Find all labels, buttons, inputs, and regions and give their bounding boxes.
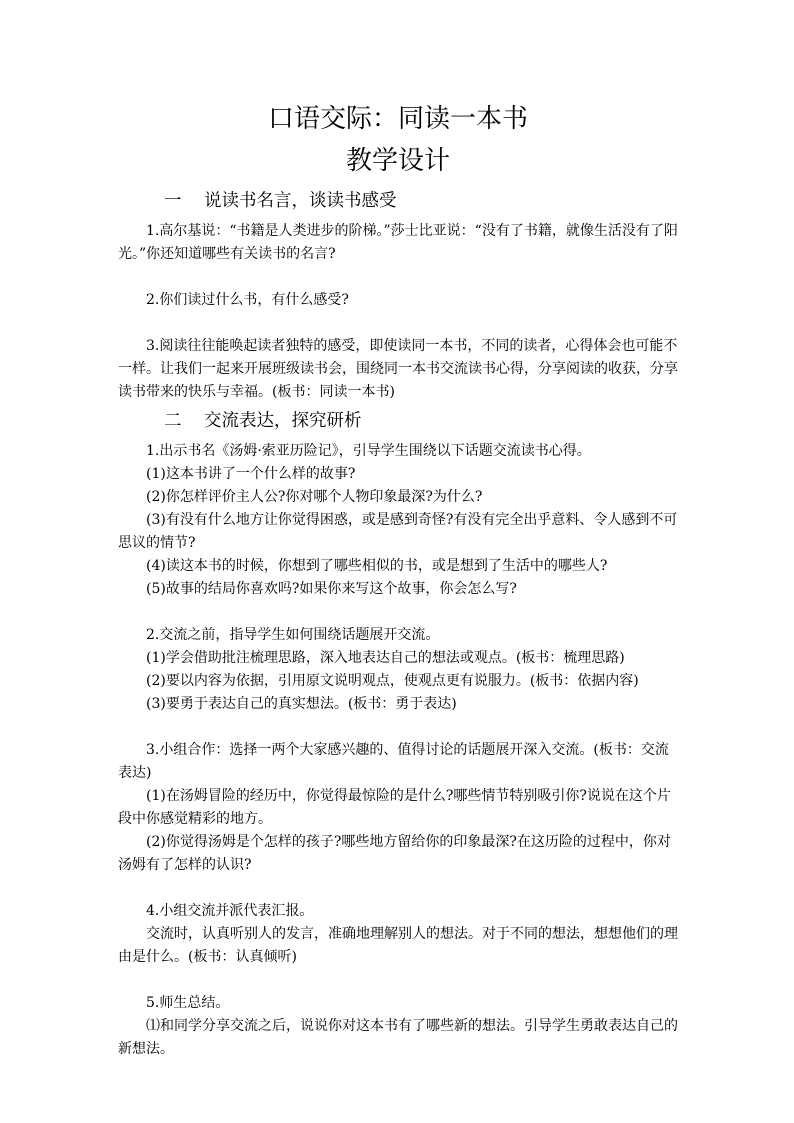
block-4-sub-1: 交流时，认真听别人的发言，准确地理解别人的想法。对于不同的想法，想想他们的理由是什么。(板书：认真倾听) (118, 926, 678, 965)
document-content (118, 98, 678, 1061)
document-subtitle: 教学设计 (345, 146, 450, 176)
block-5-intro: 5.师生总结。 (146, 995, 230, 1011)
block-5-sub-1: ⑴和同学分享交流之后，说说你对这本书有了哪些新的想法。引导学生勇敢表达自己的新想法。 (118, 1018, 678, 1057)
document-title: 口语交际：同读一本书 (267, 104, 528, 134)
section-2-heading (118, 406, 678, 436)
block-3-sub-1: (1)在汤姆冒险的经历中，你觉得最惊险的是什么?哪些情节特别吸引你?说说在这个片段中你感觉精彩的地方。 (118, 788, 671, 827)
block-4-intro: 4.小组交流并派代表汇报。 (146, 903, 314, 919)
block-2-sub-2: (2)要以内容为依据，引用原文说明观点，使观点更有说服力。(板书：依据内容) (146, 673, 639, 689)
section-1-item-3: 3.阅读往往能唤起读者独特的感受，即使读同一本书，不同的读者，心得体会也可能不一样。让我们一起来开展班级读书会，围绕同一本书交流读书心得，分享阅读的收获，分享读书带来的快乐与幸福。(板书：同读一本书) (118, 338, 678, 400)
section-1-heading (118, 186, 678, 216)
section-1-item-2: 2.你们读过什么书，有什么感受? (146, 292, 349, 308)
block-1-sub-2: (2)你怎样评价主人公?你对哪个人物印象最深?为什么? (146, 489, 483, 505)
block-1-sub-5: (5)故事的结局你喜欢吗?如果你来写这个故事，你会怎么写? (146, 581, 517, 597)
block-2-intro: 2.交流之前，指导学生如何围绕话题展开交流。 (146, 627, 440, 643)
block-1-sub-4: (4)读这本书的时候，你想到了哪些相似的书，或是想到了生活中的哪些人? (146, 558, 608, 574)
block-1-sub-1: (1)这本书讲了一个什么样的故事? (146, 466, 356, 482)
section-2-number: 二 (164, 411, 182, 431)
block-3-sub-2: (2)你觉得汤姆是个怎样的孩子?哪些地方留给你的印象最深?在这历险的过程中，你对汤姆有了怎样的认识? (118, 834, 671, 873)
block-2-sub-3: (3)要勇于表达自己的真实想法。(板书：勇于表达) (146, 696, 457, 712)
section-2-title: 交流表达，探究研析 (204, 411, 362, 431)
block-1-sub-3: (3)有没有什么地方让你觉得困惑，或是感到奇怪?有没有完全出乎意料、令人感到不可思议的情节? (118, 512, 678, 551)
block-1-intro: 1.出示书名《汤姆·索亚历险记》，引导学生围绕以下话题交流读书心得。 (146, 443, 591, 459)
section-1-item-1: 1.高尔基说：“书籍是人类进步的阶梯。”莎士比亚说：“没有了书籍，就像生活没有了阳光。”你还知道哪些有关读书的名言? (118, 223, 678, 262)
section-1-number: 一 (164, 191, 182, 211)
section-1-title: 说读书名言，谈读书感受 (204, 191, 397, 211)
block-3-intro: 3.小组合作：选择一两个大家感兴趣的、值得讨论的话题展开深入交流。(板书：交流表达) (118, 742, 669, 781)
block-2-sub-1: (1)学会借助批注梳理思路，深入地表达自己的想法或观点。(板书：梳理思路) (146, 650, 625, 666)
